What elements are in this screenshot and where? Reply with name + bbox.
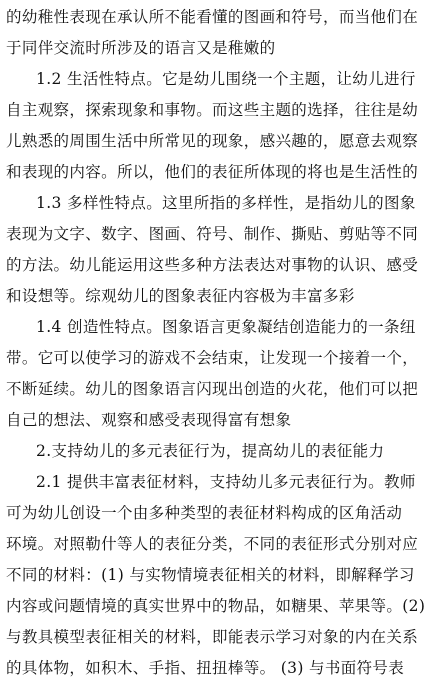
- text-line: 的具体物，如积木、手指、扭扭棒等。 (3) 与书面符号表: [6, 659, 405, 677]
- section-heading-2-1: 2.1 提供丰富表征材料，支持幼儿多元表征行为。教师: [36, 473, 416, 491]
- text-line: 不断延续。幼儿的图象语言闪现出创造的火花，他们可以把: [6, 380, 419, 398]
- text-line: 和表现的内容。所以，他们的表征所体现的将也是生活性的: [6, 163, 419, 181]
- text-line: 带。它可以使学习的游戏不会结束，让发现一个接着一个，: [6, 349, 419, 367]
- text-line: 表现为文字、数字、图画、符号、制作、撕贴、剪贴等不同: [6, 225, 419, 243]
- text-line: 不同的材料：(1) 与实物情境表征相关的材料，即解释学习: [6, 566, 415, 584]
- section-heading-1-4: 1.4 创造性特点。图象语言更象凝结创造能力的一条纽: [36, 318, 416, 336]
- text-line: 可为幼儿创设一个由多种类型的表征材料构成的区角活动: [6, 504, 403, 522]
- text-line: 的幼稚性表现在承认所不能看懂的图画和符号，而当他们在: [6, 8, 419, 26]
- text-line: 的方法。幼儿能运用这些多种方法表达对事物的认识、感受: [6, 256, 419, 274]
- text-line: 内容或问题情境的真实世界中的物品，如糖果、苹果等。(2): [6, 597, 426, 615]
- text-line: 自主观察，探索现象和事物。而这些主题的选择，往往是幼: [6, 101, 419, 119]
- text-line: 与教具模型表征相关的材料，即能表示学习对象的内在关系: [6, 628, 419, 646]
- section-heading-1-2: 1.2 生活性特点。它是幼儿围绕一个主题，让幼儿进行: [36, 70, 416, 88]
- text-line: 和设想等。综观幼儿的图象表征内容极为丰富多彩: [6, 287, 355, 305]
- text-line: 儿熟悉的周围生活中所常见的现象，感兴趣的，愿意去观察: [6, 132, 419, 150]
- text-line: 于同伴交流时所涉及的语言又是稚嫩的: [6, 39, 276, 57]
- section-heading-2: 2.支持幼儿的多元表征行为，提高幼儿的表征能力: [36, 442, 385, 460]
- section-heading-1-3: 1.3 多样性特点。这里所指的多样性，是指幼儿的图象: [36, 194, 416, 212]
- text-line: 环境。对照勒什等人的表征分类，不同的表征形式分别对应: [6, 535, 419, 553]
- text-line: 自己的想法、观察和感受表现得富有想象: [6, 411, 292, 429]
